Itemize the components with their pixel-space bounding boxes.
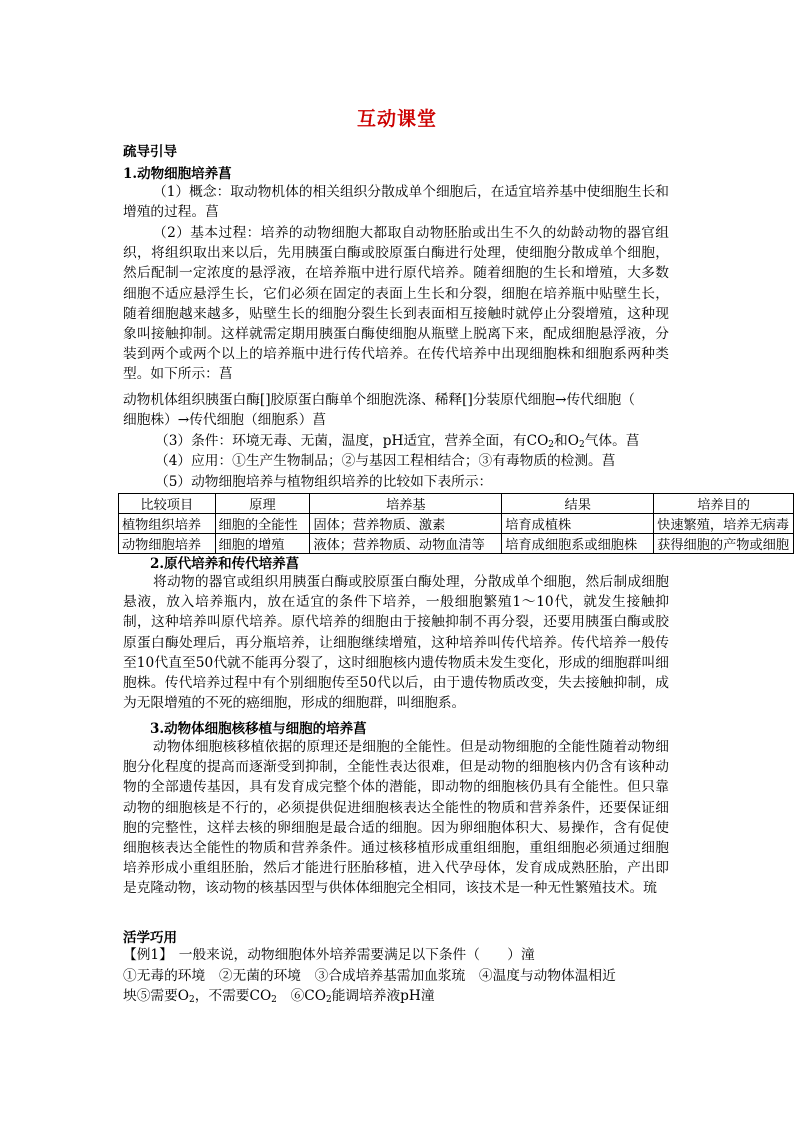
table-cell: 固体；营养物质、激素 xyxy=(310,514,502,534)
table-row xyxy=(119,534,794,554)
table-cell: 植物组织培养 xyxy=(119,514,216,534)
comparison-table xyxy=(118,493,794,554)
table-header-cell: 比较项目 xyxy=(119,494,216,514)
section3-paragraph: 动物体细胞核移植依据的原理还是细胞的全能性。但是动物细胞的全能性随着动物细胞分化程度的提高而逐渐受到抑制，全能性表达很难，但是动物的细胞核内仍含有该种动物的全部遗传基因，具有发育成完整个体的潜能，即动物的细胞核仍具有全能性。但只靠动物的细胞核是不行的，必须提供促进细胞核表达全能性的物质和营养条件，还要保证细胞的完整性，这样去核的卵细胞是最合适的细胞。因为卵细胞体积大、易操作，含有促使细胞核表达全能性的物质和营养条件。通过核移植形成重组细胞，重组细胞必须通过细胞培养形成小重组胚胎，然后才能进行胚胎移植，进入代孕母体，发育成成熟胚胎，产出即是克隆动物，该动物的核基因型与供体体细胞完全相同，该技术是一种无性繁殖技术。琉 xyxy=(123,739,669,897)
flow-line-2: 细胞株）→传代细胞（细胞系）菖 xyxy=(123,412,327,428)
table-cell: 获得细胞的产物或细胞 xyxy=(654,534,794,554)
application-line: （4）应用：①生产生物制品；②与基因工程相结合；③有毒物质的检测。菖 xyxy=(155,453,616,469)
process-paragraph: （2）基本过程：培养的动物细胞大都取自动物胚胎或出生不久的幼龄动物的器官组织，将组织取出来以后，先用胰蛋白酶或胶原蛋白酶进行处理，使细胞分散成单个细胞，然后配制一定浓度的悬浮液，在培养瓶中进行原代培养。随着细胞的生长和增殖，大多数细胞不适应悬浮生长，它们必须在固定的表面上生长和分裂，细胞在培养瓶中贴壁生长，随着细胞越来越多，贴壁生长的细胞分裂生长到表面相互接触时就停止分裂增殖，这种现象叫接触抑制。这样就需定期用胰蛋白酶使细胞从瓶壁上脱离下来，配成细胞悬浮液，分装到两个或两个以上的培养瓶中进行传代培养。在传代培养中出现细胞株和细胞系两种类型。如下所示：菖 xyxy=(123,225,669,383)
options-line-1: ①无毒的环境 ②无菌的环境 ③合成培养基需加血浆琉 ④温度与动物体温相近 xyxy=(123,968,616,984)
table-header-row xyxy=(119,494,794,514)
table-cell: 液体；营养物质、动物血清等 xyxy=(310,534,502,554)
table-header-cell: 培养目的 xyxy=(654,494,794,514)
table-cell: 快速繁殖，培养无病毒 xyxy=(654,514,794,534)
example-label: 【例1】 xyxy=(123,947,173,963)
guide-heading: 疏导引导 xyxy=(123,144,177,160)
practice-heading: 活学巧用 xyxy=(123,930,177,946)
table-header-cell: 结果 xyxy=(502,494,654,514)
section1-heading: 1.动物细胞培养菖 xyxy=(123,166,232,182)
section2-paragraph: 将动物的器官或组织用胰蛋白酶或胶原蛋白酶处理，分散成单个细胞，然后制成细胞悬液，放入培养瓶内，放在适宜的条件下培养，一般细胞繁殖1～10代，就发生接触抑制，这种培养叫原代培养。原代培养的细胞由于接触抑制不再分裂，还要用胰蛋白酶或胶原蛋白酶处理后，再分瓶培养，让细胞继续增殖，这种培养叫传代培养。传代培养一般传至10代直至50代就不能再分裂了，这时细胞核内遗传物质未发生变化，形成的细胞群叫细胞株。传代培养过程中有个别细胞传至50代以后，由于遗传物质改变，失去接触抑制，成为无限增殖的不死的癌细胞，形成的细胞群，叫细胞系。 xyxy=(123,574,669,712)
table-cell: 细胞的增殖 xyxy=(215,534,310,554)
section2-heading: 2.原代培养和传代培养菖 xyxy=(150,556,300,572)
concept-paragraph: （1）概念：取动物机体的相关组织分散成单个细胞后，在适宜培养基中使细胞生长和增殖的过程。菖 xyxy=(123,184,669,221)
options-line-2: 坱⑤需要$O_2$，不需要$CO_2$ $⑥CO_2$能调培养液pH潼 xyxy=(123,988,435,1005)
table-cell: 培育成细胞系或细胞株 xyxy=(502,534,654,554)
table-row xyxy=(119,514,794,534)
flow-line-1: 动物机体组织胰蛋白酶[]胶原蛋白酶单个细胞洗涤、稀释[]分装原代细胞→传代细胞（ xyxy=(123,392,635,408)
page-title: 互动课堂 xyxy=(356,108,437,130)
question-text: 一般来说，动物细胞体外培养需要满足以下条件（ ）潼 xyxy=(178,947,535,963)
section3-heading: 3.动物体细胞核移植与细胞的培养菖 xyxy=(150,721,367,737)
example-question xyxy=(123,945,535,965)
comparison-intro: （5）动物细胞培养与植物组织培养的比较如下表所示： xyxy=(155,474,493,490)
table-header-cell: 原理 xyxy=(215,494,310,514)
table-cell: 培育成植株 xyxy=(502,514,654,534)
table-cell: 动物细胞培养 xyxy=(119,534,216,554)
table-header-cell: 培养基 xyxy=(310,494,502,514)
table-cell: 细胞的全能性 xyxy=(215,514,310,534)
conditions-line: （3）条件：环境无毒、无菌，温度，pH适宜，营养全面，有$CO_2$和$O_2$气体。菖 xyxy=(155,433,640,450)
